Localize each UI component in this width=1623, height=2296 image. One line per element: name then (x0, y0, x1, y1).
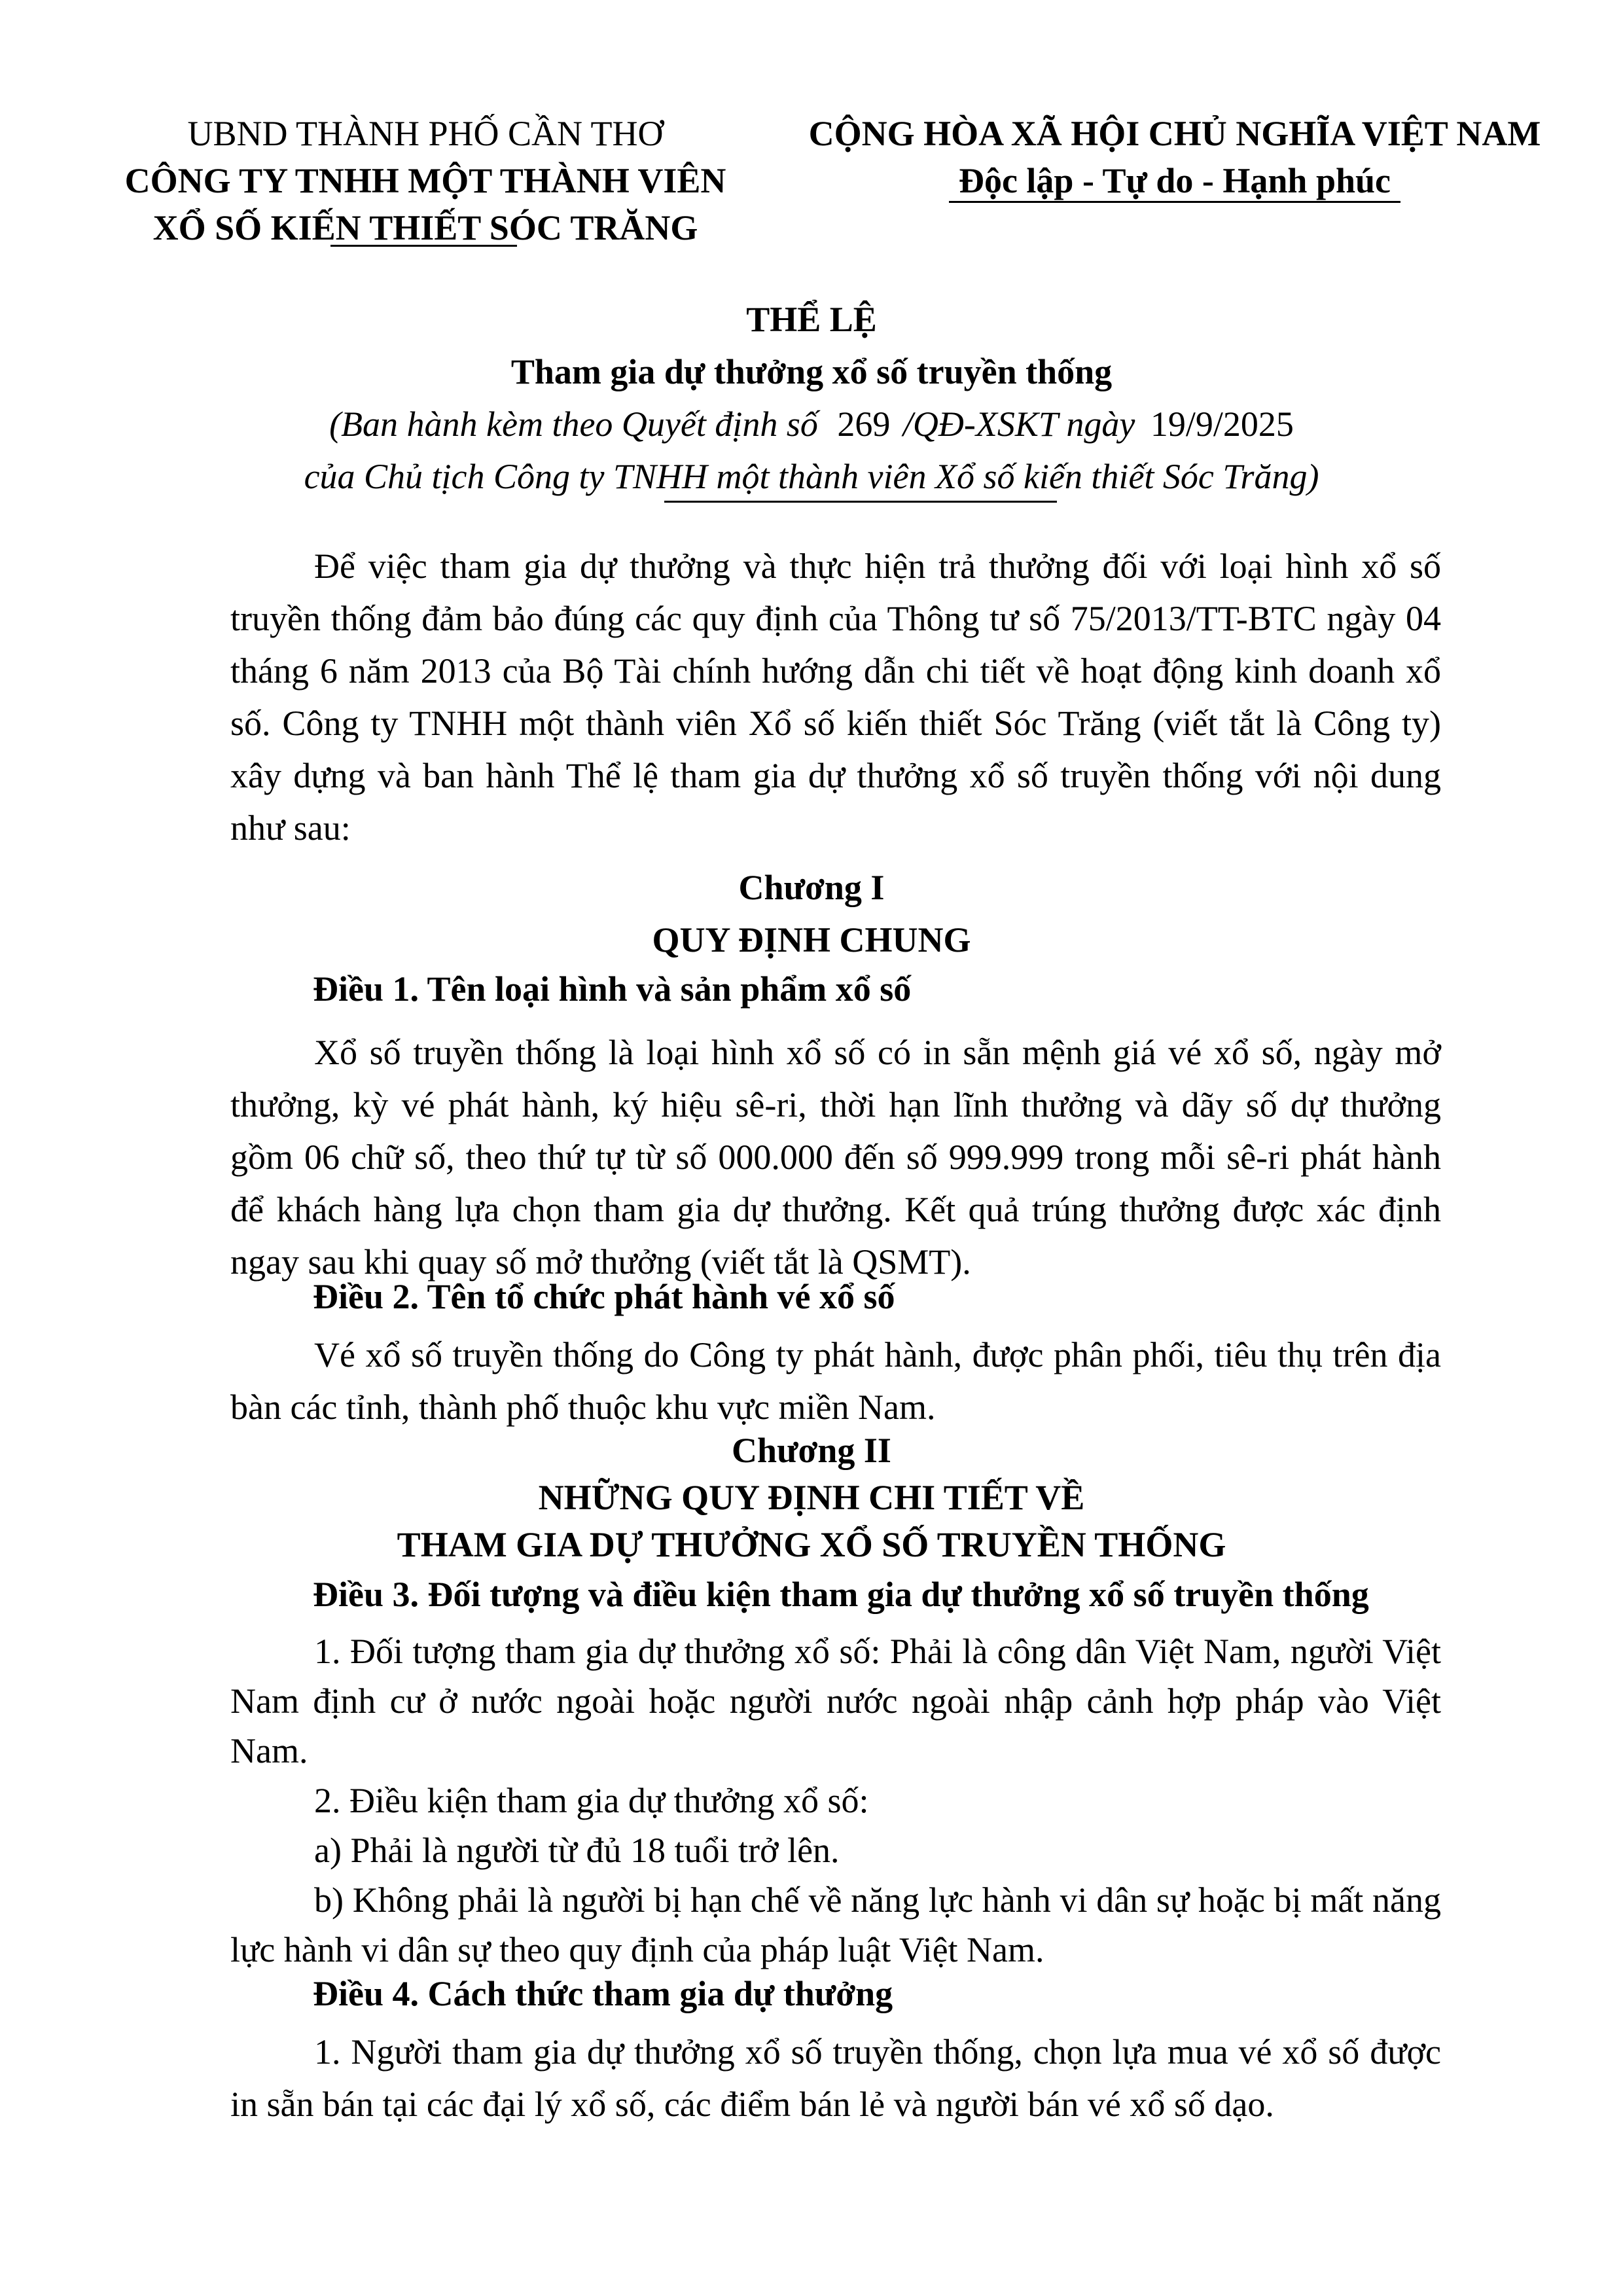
document-title-block (98, 293, 1525, 503)
intro-section (230, 540, 1441, 854)
national-motto: Độc lập - Tự do - Hạnh phúc (958, 161, 1391, 200)
article-3-heading: Điều 3. Đối tượng và điều kiện tham gia dự thưởng xổ số truyền thống (313, 1575, 1369, 1614)
issuing-authority: của Chủ tịch Công ty TNHH một thành viên Xổ số kiến thiết Sóc Trăng) (304, 457, 1319, 496)
issuer-block (98, 110, 753, 251)
country-name: CỘNG HÒA XÃ HỘI CHỦ NGHĨA VIỆT NAM (808, 114, 1541, 153)
chapter-1-label: Chương I (738, 868, 885, 907)
article-2-body (230, 1329, 1441, 1433)
issuer-underline (330, 245, 517, 247)
article-1-heading: Điều 1. Tên loại hình và sản phẩm xổ số (313, 969, 912, 1009)
issuer-company-name: XỔ SỐ KIẾN THIẾT SÓC TRĂNG (152, 208, 698, 247)
chapter-2-title-line2: THAM GIA DỰ THƯỞNG XỔ SỐ TRUYỀN THỐNG (397, 1525, 1226, 1564)
title-underline (664, 501, 1057, 503)
issuer-authority: UBND THÀNH PHỐ CẦN THƠ (187, 114, 664, 153)
article-4-heading: Điều 4. Cách thức tham gia dự thưởng (313, 1974, 893, 2013)
article-1-paragraph: Xổ số truyền thống là loại hình xổ số có in sẵn mệnh giá vé xổ số, ngày mở thưởng, kỳ vé phát hành, ký hiệu sê-ri, thời hạn lĩnh thưởng và dãy số dự thưởng gồm 06 chữ số, theo thứ tự từ số 000.000 đến số 999.999 trong mỗi sê-ri phát hành để khách hàng lựa chọn tham gia dự thưởng. Kết quả trúng thưởng được xác định ngay sau khi quay số mở thưởng (viết tắt là QSMT). (230, 1033, 1441, 1282)
issuance-open: (Ban hành kèm theo Quyết định số (329, 404, 818, 444)
national-motto-block (766, 110, 1584, 204)
article-3-item-2: 2. Điều kiện tham gia dự thưởng xổ số: (314, 1781, 869, 1820)
article-4-body (230, 2026, 1441, 2130)
chapter-2-heading (98, 1427, 1525, 1568)
intro-paragraph: Để việc tham gia dự thưởng và thực hiện trả thưởng đối với loại hình xổ số truyền thống đảm bảo đúng các quy định của Thông tư số 75/2013/TT-BTC ngày 04 tháng 6 năm 2013 của Bộ Tài chính hướng dẫn chi tiết về hoạt động kinh doanh xổ số. Công ty TNHH một thành viên Xổ số kiến thiết Sóc Trăng (viết tắt là Công ty) xây dựng và ban hành Thể lệ tham gia dự thưởng xổ số truyền thống với nội dung như sau: (230, 547, 1441, 848)
decision-code: /QĐ-XSKT ngày (902, 404, 1135, 444)
motto-underline (949, 201, 1400, 203)
chapter-2-title-line1: NHỮNG QUY ĐỊNH CHI TIẾT VỀ (538, 1478, 1085, 1517)
article-2-paragraph: Vé xổ số truyền thống do Công ty phát hành, được phân phối, tiêu thụ trên địa bàn các tỉnh, thành phố thuộc khu vực miền Nam. (230, 1335, 1441, 1427)
chapter-1-heading (98, 864, 1525, 963)
decision-date: 19/9/2025 (1150, 404, 1294, 444)
document-subtitle: Tham gia dự thưởng xổ số truyền thống (510, 352, 1113, 391)
chapter-1-title: QUY ĐỊNH CHUNG (652, 920, 971, 960)
document-title: THỂ LỆ (746, 300, 877, 339)
article-1-body (230, 1026, 1441, 1288)
article-3-item-1: 1. Đối tượng tham gia dự thưởng xổ số: Phải là công dân Việt Nam, người Việt Nam định cư ở nước ngoài hoặc người nước ngoài nhập cảnh hợp pháp vào Việt Nam. (230, 1632, 1441, 1770)
issuer-company: CÔNG TY TNHH MỘT THÀNH VIÊN (124, 161, 726, 200)
issuance-line (98, 398, 1525, 450)
chapter-2-label: Chương II (732, 1431, 891, 1470)
article-3-item-2b: b) Không phải là người bị hạn chế về năng lực hành vi dân sự hoặc bị mất năng lực hành vi dân sự theo quy định của pháp luật Việt Nam. (230, 1880, 1441, 1969)
decision-number: 269 (837, 404, 891, 444)
article-4-item-1: 1. Người tham gia dự thưởng xổ số truyền thống, chọn lựa mua vé xổ số được in sẵn bán tại các đại lý xổ số, các điểm bán lẻ và người bán vé xổ số dạo. (230, 2032, 1441, 2124)
article-2-heading: Điều 2. Tên tổ chức phát hành vé xổ số (313, 1277, 895, 1316)
article-3-body (230, 1626, 1441, 1975)
article-3-item-2a: a) Phải là người từ đủ 18 tuổi trở lên. (314, 1831, 840, 1870)
